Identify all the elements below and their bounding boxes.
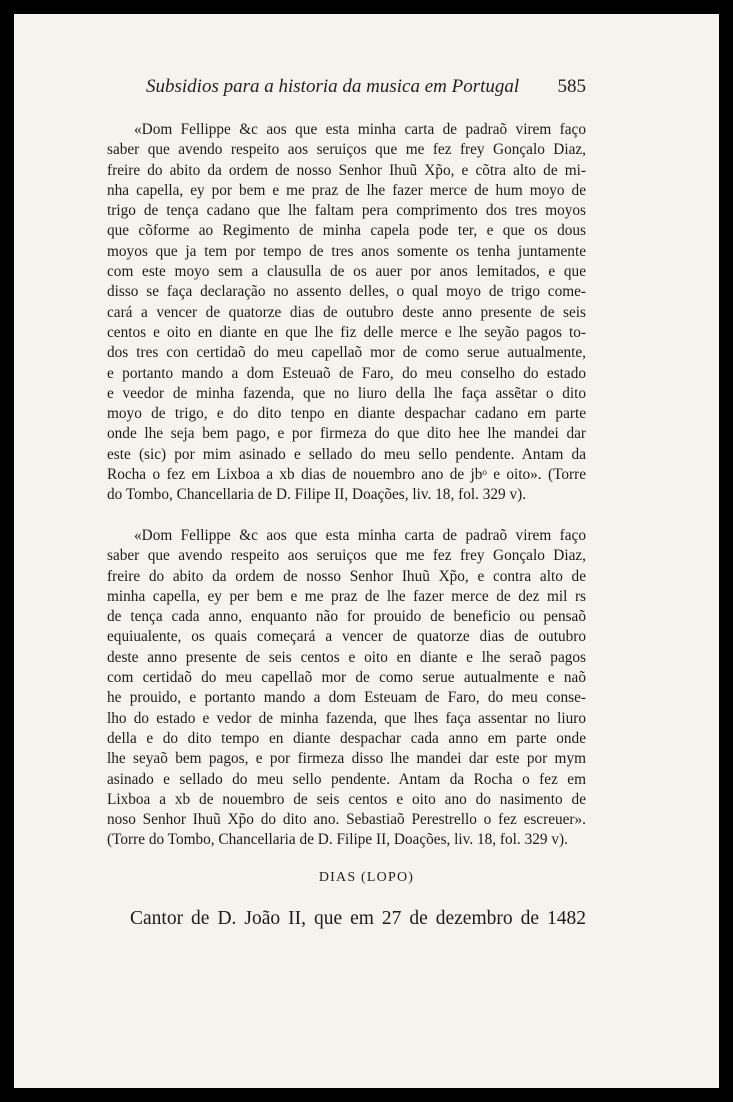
text-line: Lixboa a xb de nouembro de seis centos e oito ano do nasimento de: [107, 790, 586, 808]
text-line: lho do estado e vedor de minha fazenda, que lhes faça assentar no liuro: [107, 709, 586, 727]
paragraph-1: [107, 120, 586, 506]
text-line: saber que avendo respeito aos seruiços que me fez frey Gonçalo Diaz,: [107, 141, 586, 159]
book-page: [14, 14, 719, 1088]
text-line: e veedor de minha fazenda, que no liuro della lhe faça assẽtar o dito: [107, 384, 586, 402]
text-line: onde lhe seja bem pago, e por firmeza do que dito hee lhe mandei dar: [107, 425, 586, 443]
running-header: [146, 76, 586, 98]
text-line: moyo de trigo, e do dito tenpo en diante despachar cadano em parte: [107, 405, 586, 423]
text-line: equiualente, os quais começará a vencer de quatorze dias de outubro: [107, 628, 586, 646]
text-line: asinado e sellado do meu sello pendente. Antam da Rocha o fez em: [107, 770, 586, 788]
text-line: dos tres con certidaõ do meu capellaõ mor de como serue autualmente,: [107, 344, 586, 362]
text-line: noso Senhor Ihuũ Xp̃o do dito ano. Sebastiaõ Perestrello o fez escreuer».: [107, 811, 586, 829]
text-line: do Tombo, Chancellaria de D. Filipe II, Doações, liv. 18, fol. 329 v).: [107, 486, 527, 504]
text-line: deste anno presente de seis centos e oito en diante e lhe seraõ pagos: [107, 648, 586, 666]
text-line: «Dom Fellippe &c aos que esta minha carta de padraõ virem faço: [134, 121, 586, 138]
final-line: Cantor de D. João II, que em 27 de dezembro de 1482: [130, 908, 586, 929]
text-line: lhe seyaõ bem pagos, e por firmeza disso lhe mandei dar este por mym: [107, 750, 586, 768]
text-line: della e do dito tempo en diante despachar cada anno em parte onde: [107, 729, 586, 747]
text-line: minha capella, ey per bem e me praz de lhe fazer merce de dez mil rs: [107, 587, 586, 605]
page-number: 585: [557, 76, 586, 97]
text-line: com certidaõ do meu capellaõ mor de como serue autualmente e naõ: [107, 669, 586, 687]
text-line: (Torre do Tombo, Chancellaria de D. Filipe II, Doações, liv. 18, fol. 329 v).: [107, 831, 568, 849]
text-line: freire do abito da ordem de nosso Senhor Ihuũ Xp̃o, e contra alto de: [107, 567, 586, 585]
paragraph-2: [107, 526, 586, 851]
text-line: de tença cada anno, enquanto não for prouido de beneficio ou pensaõ: [107, 608, 586, 626]
text-line: «Dom Fellippe &c aos que esta minha carta de padraõ virem faço: [134, 527, 586, 544]
text-line: cará a vencer de quatorze dias de outubro deste anno presente de seis: [107, 303, 586, 321]
text-line: saber que avendo respeito aos seruiços que me fez frey Gonçalo Diaz,: [107, 547, 586, 565]
text-line: he prouido, e portanto mando a dom Esteuam de Faro, do meu conse-: [107, 689, 586, 707]
text-line: Rocha o fez em Lixboa a xb dias de nouembro ano de jbᵒ e oito». (Torre: [107, 466, 586, 484]
text-line: disso se faça declaração no assento delles, o qual moyo de trigo come-: [107, 283, 586, 301]
text-line: este (sic) por mim asinado e sellado do meu sello pendente. Antam da: [107, 445, 586, 463]
text-line: freire do abito da ordem de nosso Senhor Ihuũ Xp̃o, e cõtra alto de mi-: [107, 161, 586, 179]
running-title: Subsidios para a historia da musica em Portugal: [146, 76, 520, 97]
text-line: que cõforme ao Regimento de minha capela pode ter, e que os dous: [107, 222, 586, 240]
text-line: trigo de tença cadano que lhe faltam pera comprimento dos tres moyos: [107, 202, 586, 220]
text-line: centos e oito en diante en que lhe fiz delle merce e lhe seyão pagos to-: [107, 323, 586, 341]
text-line: nha capella, ey por bem e me praz de lhe fazer merce de hum moyo de: [107, 181, 586, 199]
text-line: com este moyo sem a clausulla de os auer por anos lemitados, e que: [107, 263, 586, 281]
text-line: moyos que ja tem por tempo de tres anos somente os tenha juntamente: [107, 242, 586, 260]
section-heading: DIAS (LOPO): [318, 870, 415, 885]
text-line: e portanto mando a dom Esteuaõ de Faro, do meu conselho do estado: [107, 364, 586, 382]
